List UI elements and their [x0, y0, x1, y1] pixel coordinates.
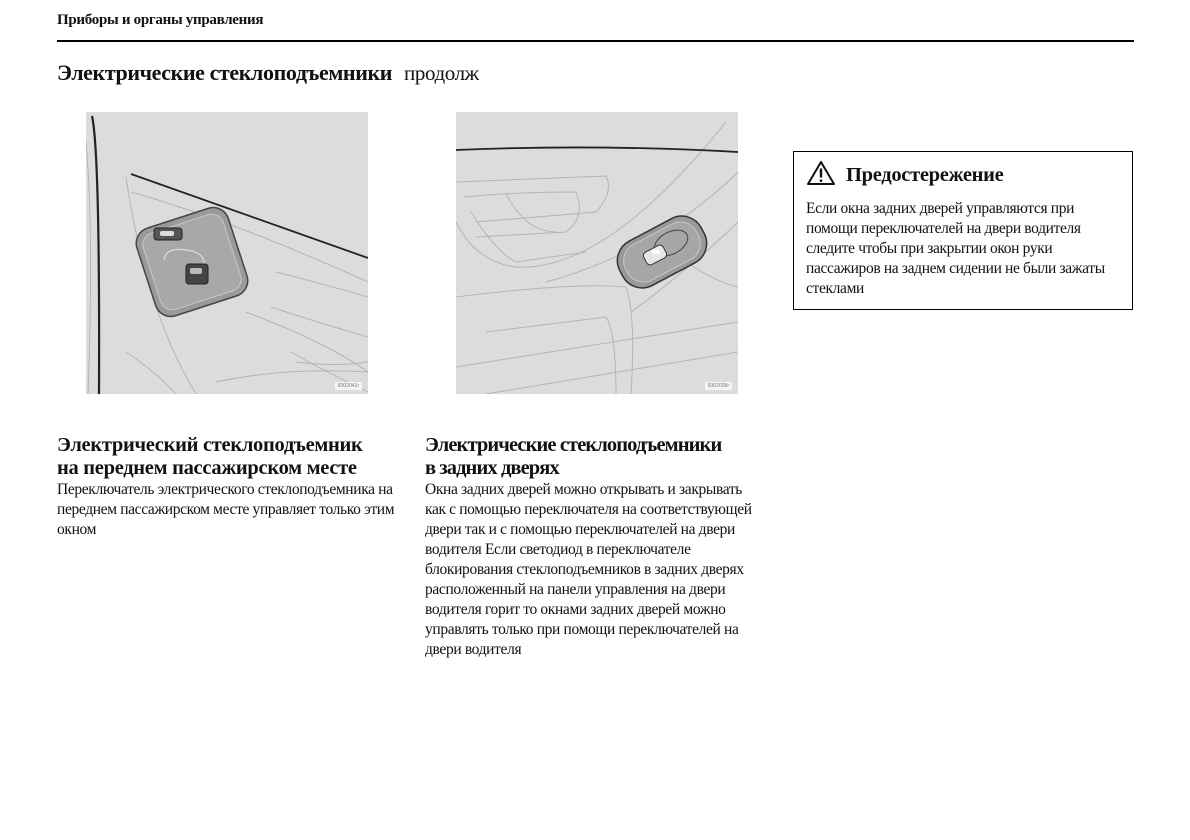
warning-box	[793, 151, 1133, 310]
rear-doors-body: Окна задних дверей можно открывать и закрывать как с помощью переключателя на соответствующей двери так и с помощью переключателей на двери водителя Если светодиод в переключателе блокирования стеклоподъемников в задних дверях расположенный на панели управления на двери водителя горит то окнами задних дверей можно управлять только при помощи переключателей на двери водителя	[425, 481, 752, 658]
continued-label: продолж	[404, 61, 479, 85]
rear-doors-section	[425, 434, 770, 660]
rear-doors-heading	[425, 434, 770, 480]
heading-line: в задних дверях	[425, 457, 559, 479]
section-title-text: Электрические стеклоподъемники	[57, 60, 393, 85]
door-panel-illustration	[456, 112, 738, 394]
figure-front-passenger-switch	[86, 112, 368, 394]
header-rule	[57, 40, 1134, 42]
warning-text: Если окна задних дверей управляются при помощи переключателей на двери водителя следите чтобы при закрытии окон руки пассажиров на заднем сидении не были зажаты стеклами	[806, 200, 1105, 297]
window-switch-panel	[610, 208, 715, 295]
front-passenger-section	[57, 434, 402, 540]
section-title	[57, 60, 479, 86]
figure-rear-door-switch	[456, 112, 738, 394]
figure-code: 8302041r	[335, 382, 362, 390]
warning-title: Предостережение	[846, 164, 1004, 186]
heading-line: на переднем пассажирском месте	[57, 457, 357, 479]
window-switch-panel	[132, 203, 252, 320]
warning-triangle-icon	[806, 160, 836, 191]
heading-line: Электрический стеклоподъемник	[57, 434, 363, 456]
front-passenger-body: Переключатель электрического стеклоподъемника на переднем пассажирском месте управляет только этим окном	[57, 481, 395, 538]
heading-line: Электрические стеклоподъемники	[425, 434, 722, 456]
front-passenger-heading	[57, 434, 402, 480]
running-head: Приборы и органы управления	[57, 12, 264, 28]
door-panel-illustration	[86, 112, 368, 394]
figure-code: 8302039r	[705, 382, 732, 390]
